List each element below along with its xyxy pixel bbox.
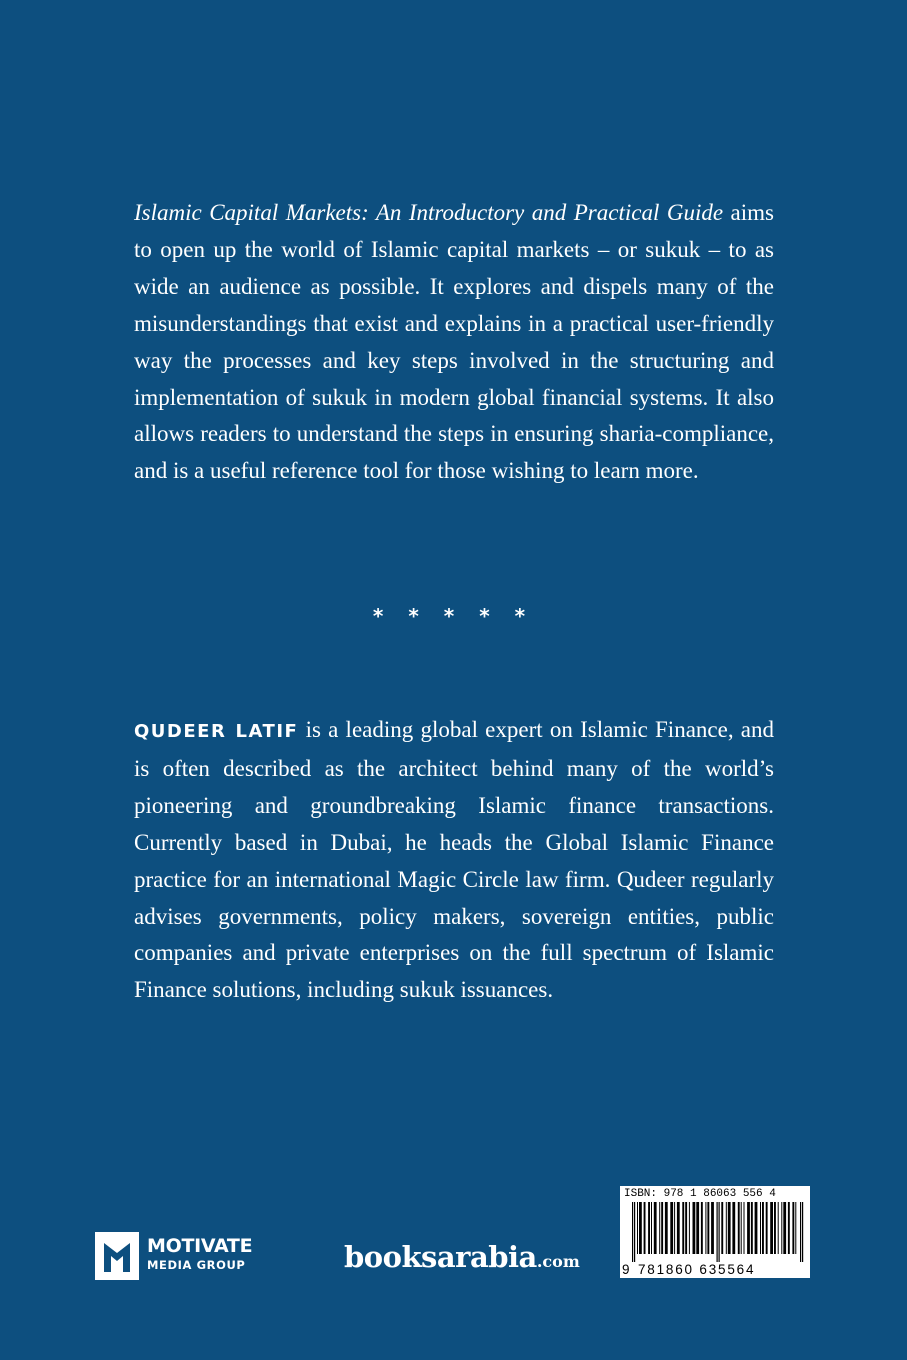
book-blurb	[134, 195, 774, 490]
booksarabia-logo	[344, 1240, 580, 1274]
book-title: Islamic Capital Markets: An Introductory and Practical Guide	[134, 200, 724, 225]
barcode-bar	[770, 1202, 773, 1254]
barcode-bar	[783, 1202, 786, 1254]
barcode-bar	[760, 1202, 761, 1254]
barcode-bar	[651, 1202, 652, 1254]
barcode-number-lead: 9	[622, 1262, 632, 1277]
barcode-bar	[711, 1202, 714, 1254]
barcode-bar	[648, 1202, 650, 1254]
barcode-bar	[755, 1202, 758, 1254]
distributor-suffix: .com	[536, 1252, 580, 1271]
barcode-guard-bar	[632, 1202, 633, 1262]
isbn-barcode	[620, 1186, 810, 1278]
barcode-bar	[689, 1202, 690, 1254]
barcode-bar	[751, 1202, 753, 1254]
barcode-bar	[774, 1202, 776, 1254]
barcode-bar	[778, 1202, 779, 1254]
barcode-guard-bar	[634, 1202, 635, 1262]
publisher-name: MOTIVATE	[147, 1235, 253, 1257]
motivate-m-logo-icon	[95, 1232, 139, 1280]
isbn-label: ISBN: 978 1 86063 556 4	[624, 1188, 776, 1200]
barcode-bar	[738, 1202, 740, 1254]
section-divider: * * * * *	[372, 604, 535, 628]
barcode-bar	[682, 1202, 684, 1254]
barcode-bar	[661, 1202, 663, 1254]
author-name: QUDEER LATIF	[134, 721, 299, 742]
barcode-bar	[665, 1202, 668, 1254]
barcode-guard-bar	[717, 1202, 718, 1262]
barcode-bar	[766, 1202, 768, 1254]
barcode-bar	[705, 1202, 706, 1254]
barcode-bar	[788, 1202, 790, 1254]
barcode-bar	[792, 1202, 794, 1254]
author-bio	[134, 712, 774, 1009]
barcode-guard-bar	[719, 1202, 720, 1262]
barcode-bar	[741, 1202, 742, 1254]
barcode-guard-bar	[800, 1202, 801, 1262]
barcode-bar	[726, 1202, 727, 1254]
barcode-bar	[639, 1202, 642, 1254]
barcode-bar	[693, 1202, 696, 1254]
barcode-bar	[762, 1202, 764, 1254]
barcode-bars	[632, 1202, 804, 1262]
barcode-bar	[728, 1202, 731, 1254]
barcode-bar	[677, 1202, 680, 1254]
barcode-number-rest: 781860 635564	[638, 1262, 756, 1277]
barcode-bar	[795, 1202, 796, 1254]
barcode-bar	[701, 1202, 703, 1254]
barcode-bar	[707, 1202, 709, 1254]
distributor-name: booksarabia	[344, 1240, 537, 1274]
barcode-bar	[747, 1202, 750, 1254]
bio-text: is a leading global expert on Islamic Finance, and is often described as the architect behind many of the world’s pioneering and groundbreaking Islamic finance transactions. Currently based in Dubai, he heads the Global Islamic Finance practice for an international Magic Circle law firm. Qudeer regularly advises governments, policy makers, sovereign entities, public companies and private enterprises on the full spectrum of Islamic Finance solutions, including sukuk issuances.	[134, 717, 775, 1003]
barcode-bar	[670, 1202, 673, 1254]
barcode-bar	[644, 1202, 646, 1254]
barcode-bar	[781, 1202, 782, 1254]
barcode-bar	[732, 1202, 735, 1254]
barcode-bar	[674, 1202, 675, 1254]
barcode-bar	[654, 1202, 657, 1254]
barcode-bar	[637, 1202, 638, 1254]
barcode-guard-bar	[802, 1202, 803, 1262]
publisher-subtitle: MEDIA GROUP	[147, 1258, 246, 1272]
barcode-bar	[744, 1202, 745, 1254]
blurb-text: aims to open up the world of Islamic capital markets – or sukuk – to as wide an audience as possible. It explores and dispels many of the misunderstandings that exist and explains in a practical user-friendly way the processes and key steps involved in the structuring and implementation of sukuk in modern global financial systems. It also allows readers to understand the steps in ensuring sharia-compliance, and is a useful reference tool for those wishing to learn more.	[134, 200, 774, 484]
barcode-bar	[659, 1202, 660, 1254]
barcode-bar	[696, 1202, 699, 1254]
motivate-media-group-logo	[95, 1232, 285, 1280]
barcode-bar	[721, 1202, 723, 1254]
barcode-bar	[685, 1202, 687, 1254]
